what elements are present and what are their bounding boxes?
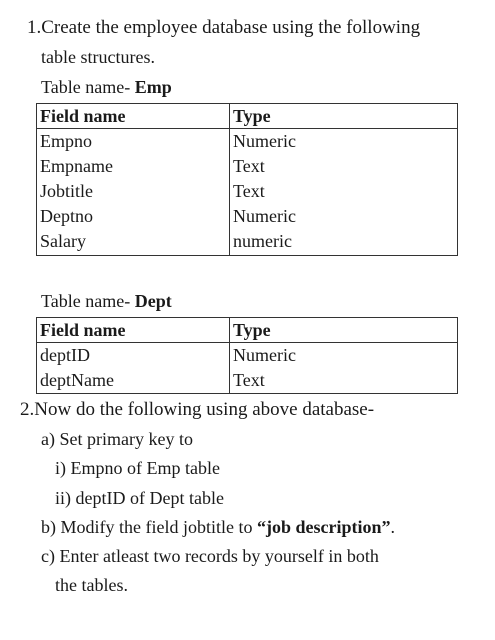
- table-row: [37, 368, 458, 394]
- emp-field-cell: Deptno: [37, 204, 230, 229]
- question-1-line-2: table structures.: [41, 47, 155, 67]
- emp-caption-prefix: Table name-: [41, 77, 135, 97]
- question-2b-text: b) Modify the field jobtitle to: [41, 517, 257, 537]
- emp-field-cell: Empno: [37, 129, 230, 154]
- dept-header-field-name: Field name: [37, 318, 230, 343]
- emp-table-header-row: [37, 104, 458, 129]
- emp-type-cell: Numeric: [230, 204, 458, 229]
- dept-field-cell: deptID: [37, 343, 230, 368]
- question-2b: [41, 518, 395, 536]
- emp-field-cell: Empname: [37, 154, 230, 179]
- question-2a-i: i) Empno of Emp table: [55, 458, 220, 478]
- dept-table-header-row: [37, 318, 458, 343]
- emp-header-type: Type: [230, 104, 458, 129]
- dept-type-cell: Text: [230, 368, 458, 394]
- table-row: [37, 229, 458, 256]
- table-row: [37, 204, 458, 229]
- emp-caption-name: Emp: [134, 77, 172, 97]
- emp-header-field-name: Field name: [37, 104, 230, 129]
- dept-table: [36, 317, 458, 394]
- question-2a-ii: ii) deptID of Dept table: [55, 488, 224, 508]
- table-row: [37, 179, 458, 204]
- emp-type-cell: Text: [230, 179, 458, 204]
- question-1-line-1: 1.Create the employee database using the following: [27, 17, 421, 38]
- dept-caption-name: Dept: [134, 291, 172, 311]
- question-2b-period: .: [390, 517, 395, 537]
- question-2c-line-1: c) Enter atleast two records by yourself in both: [41, 546, 379, 566]
- emp-type-cell: Numeric: [230, 129, 458, 154]
- dept-type-cell: Numeric: [230, 343, 458, 368]
- emp-type-cell: numeric: [230, 229, 458, 256]
- emp-table-caption: [41, 78, 172, 96]
- question-2a: a) Set primary key to: [41, 429, 193, 449]
- question-2b-bold-text: “job description”: [256, 517, 391, 537]
- dept-header-type: Type: [230, 318, 458, 343]
- question-2c-line-2: the tables.: [55, 575, 128, 595]
- table-row: [37, 343, 458, 368]
- emp-table: [36, 103, 458, 256]
- emp-field-cell: Salary: [37, 229, 230, 256]
- emp-type-cell: Text: [230, 154, 458, 179]
- emp-field-cell: Jobtitle: [37, 179, 230, 204]
- table-row: [37, 154, 458, 179]
- question-2-intro: 2.Now do the following using above database-: [20, 399, 375, 420]
- dept-field-cell: deptName: [37, 368, 230, 394]
- table-row: [37, 129, 458, 154]
- dept-table-caption: [41, 292, 172, 310]
- dept-caption-prefix: Table name-: [41, 291, 135, 311]
